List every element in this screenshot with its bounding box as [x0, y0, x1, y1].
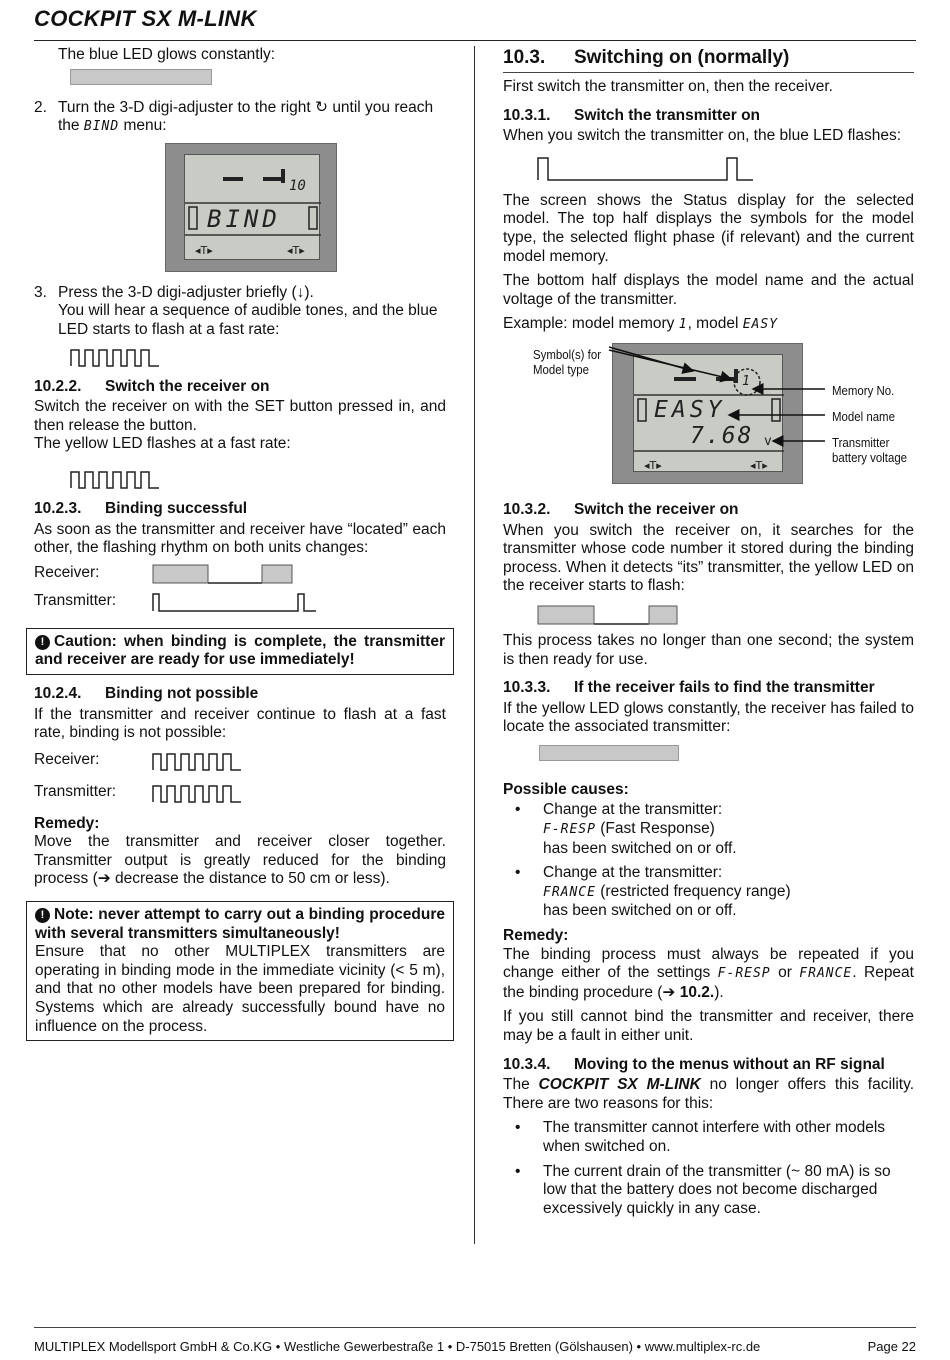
remedy-text: Move the transmitter and receiver closer together. Transmitter output is greatly reduced for the binding process (➔ decrease the distance to 50 cm or less). — [34, 833, 446, 888]
led-constant-bar — [70, 69, 212, 85]
section-title: Moving to the menus without an RF signal — [574, 1055, 885, 1073]
steps-list — [34, 99, 446, 137]
callout-battery-voltage: Transmitter battery voltage — [832, 434, 908, 465]
section-10-3-3-heading — [503, 679, 914, 698]
callout-model-name: Model name — [832, 408, 895, 424]
reason-item: • The transmitter cannot interfere with other models when switched on. — [503, 1119, 914, 1156]
step2-text-a: Turn the 3-D digi-adjuster to the right ↻ until you reach the — [58, 98, 434, 135]
section-10-3-2-heading — [503, 501, 914, 520]
section-10-2-4-heading — [34, 685, 446, 704]
section-title: Switch the receiver on — [574, 500, 739, 518]
cause2-line-b: (restricted frequency range) — [595, 882, 791, 900]
brand-cockpit: COCKPIT — [34, 6, 136, 31]
blue-led-slow-signal — [537, 156, 767, 182]
receiver-signal-row — [34, 560, 446, 588]
callout-memory-no: Memory No. — [832, 382, 895, 398]
example-line — [503, 315, 914, 335]
receiver-label: Receiver: — [34, 751, 100, 769]
step-3 — [34, 284, 446, 340]
receiver-label: Receiver: — [34, 564, 100, 582]
section-10-2-3-heading — [34, 500, 446, 519]
step2-text-b: menu: — [119, 117, 167, 135]
lcd-model-name: EASY — [654, 396, 726, 423]
left-column — [34, 46, 446, 1047]
section-title: Switch the receiver on — [105, 377, 270, 395]
footer-address: MULTIPLEX Modellsport GmbH & Co.KG • Westliche Gewerbestraße 1 • D-75015 Bretten (Gölshausen) • www.multiplex-rc.de — [34, 1339, 761, 1354]
s1032-p: When you switch the receiver on, it searches for the transmitter whose code number it stored during the binding process. When it detects “its” transmitter, the yellow LED on the receiver starts to flash: — [503, 521, 914, 595]
caution-icon: ! — [35, 635, 50, 650]
column-divider — [474, 46, 475, 1244]
note-icon: ! — [35, 908, 50, 923]
section-number: 10.3.4. — [503, 1055, 551, 1073]
svg-text:◂T▸: ◂T▸ — [644, 458, 662, 472]
s1034-text-b: no longer offers this facility. There are two reasons for this: — [503, 1076, 915, 1112]
transmitter-slow-signal — [152, 591, 322, 613]
note-bold-text: Note: never attempt to carry out a binding procedure with several transmitters simultaneously! — [35, 906, 445, 942]
section-10-2-2-heading — [34, 378, 446, 397]
section-title: Switching on (normally) — [574, 47, 790, 68]
s1024-p: If the transmitter and receiver continue to flash at a fast rate, binding is not possible: — [34, 705, 446, 742]
section-10-3-4-heading — [503, 1056, 914, 1075]
lcd-memory-number: 10 — [289, 177, 306, 194]
reason-item: • The current drain of the transmitter (~ 80 mA) is so low that the battery does not become discharged excessively quickly in any case. — [503, 1163, 914, 1219]
reasons-list — [503, 1119, 914, 1218]
step-number: 3. — [34, 283, 47, 301]
remedy-label: Remedy: — [503, 927, 569, 945]
step3-line1: Press the 3-D digi-adjuster briefly (↓). — [58, 283, 314, 301]
section-number: 10.3.3. — [503, 679, 551, 697]
section-number: 10.3.1. — [503, 106, 551, 124]
section-title: Binding not possible — [105, 684, 259, 702]
s1022-p2: The yellow LED flashes at a fast rate: — [34, 435, 291, 453]
s1032-p2: This process takes no longer than one second; the system is then ready for use. — [503, 631, 914, 668]
step3-line2: You will hear a sequence of audible tones, and the blue LED starts to flash at a fast rate: — [58, 302, 438, 338]
s1031-p: When you switch the transmitter on, the blue LED flashes: — [503, 127, 902, 145]
cause1-line-c: has been switched on or off. — [543, 839, 737, 857]
s1034-brand: COCKPIT SX M-LINK — [538, 1076, 701, 1094]
cause-item — [503, 864, 914, 921]
svg-text:◂T▸: ◂T▸ — [750, 458, 768, 472]
cause2-line-c: has been switched on or off. — [543, 902, 737, 920]
remedy-label: Remedy: — [34, 814, 100, 832]
transmitter-fast-signal — [152, 782, 252, 804]
remedy-text-2: If you still cannot bind the transmitter and receiver, there may be a fault in either unit. — [503, 1008, 914, 1044]
remedy-text-c: ). — [714, 983, 724, 1001]
fast-flash-signal-yellow — [70, 468, 170, 490]
steps-list-2 — [34, 284, 446, 340]
section-number: 10.2.2. — [34, 377, 82, 395]
transmitter-label: Transmitter: — [34, 592, 117, 610]
example-text-b: , model — [687, 315, 743, 333]
receiver-fast-signal — [152, 750, 252, 772]
step-2 — [34, 99, 446, 137]
remedy-section-ref: 10.2. — [679, 983, 715, 1001]
example-memory: 1 — [678, 317, 688, 333]
footer-page-number: Page 22 — [867, 1339, 916, 1354]
section-number: 10.3.2. — [503, 500, 551, 518]
cause1-line-a: • Change at the transmitter: — [543, 801, 723, 819]
s1034-p — [503, 1076, 914, 1113]
remedy-or: or — [770, 964, 800, 982]
section-10-3-1-heading — [503, 107, 914, 126]
lcd-word-france: FRANCE — [543, 884, 596, 900]
caution-text: Caution: when binding is complete, the transmitter and receiver are ready for use immediately! — [35, 632, 445, 669]
example-text-a: Example: model memory — [503, 315, 679, 333]
section-title: Switch the transmitter on — [574, 106, 761, 124]
svg-text:◂T▸: ◂T▸ — [195, 243, 213, 257]
lcd-bind-display — [165, 143, 337, 272]
fast-flash-signal-blue — [70, 346, 170, 368]
example-model-name: EASY — [742, 317, 779, 333]
status-display-figure — [503, 341, 914, 491]
caution-box — [26, 628, 454, 675]
s1033-p: If the yellow LED glows constantly, the receiver has failed to locate the associated transmitter: — [503, 699, 914, 736]
remedy-text — [503, 946, 914, 1003]
lcd-voltage: 7.68 — [690, 422, 754, 449]
note-box — [26, 901, 454, 1041]
cause1-line-b: (Fast Response) — [595, 820, 715, 838]
page-header — [34, 6, 916, 41]
svg-text:◂T▸: ◂T▸ — [287, 243, 305, 257]
transmitter-fast-row — [34, 777, 446, 809]
cause2-line-a: • Change at the transmitter: — [543, 864, 723, 882]
note-text: Ensure that no other MULTIPLEX transmitters are operating in binding mode in the immediate vicinity (< 5 m), and that no other models have been prepared for binding. Systems which are already successfully bound have no influence on the process. — [35, 943, 445, 1035]
yellow-led-constant-bar — [539, 745, 679, 761]
section-title: If the receiver fails to find the transmitter — [574, 679, 875, 697]
section-title: Binding successful — [105, 499, 248, 517]
s1023-p: As soon as the transmitter and receiver have “located” each other, the flashing rhythm on both units changes: — [34, 520, 446, 557]
remedy-text-b: . Repeat the binding procedure (➔ — [503, 964, 914, 1001]
s103-p: First switch the transmitter on, then the receiver. — [503, 78, 833, 95]
remedy-text-a: The binding process must always be repeated if you change either of the settings — [503, 945, 914, 982]
lcd-memory-number: 1 — [742, 373, 750, 389]
section-10-3-heading — [503, 46, 914, 73]
section-number: 10.2.4. — [34, 684, 82, 702]
s1022-p1: Switch the receiver on with the SET button pressed in, and then release the button. — [34, 398, 446, 434]
blue-led-intro: The blue LED glows constantly: — [58, 46, 276, 63]
yellow-led-slow-signal — [537, 604, 687, 626]
receiver-fast-row — [34, 745, 446, 777]
brand-title — [34, 6, 257, 31]
transmitter-label: Transmitter: — [34, 783, 117, 801]
page-footer — [34, 1327, 916, 1357]
callout-symbols-model-type: Symbol(s) for Model type — [533, 346, 602, 377]
lcd-voltage-unit: v — [764, 433, 772, 449]
status-p2: The bottom half displays the model name and the actual voltage of the transmitter. — [503, 272, 914, 308]
lcd-word-f-resp: F-RESP — [543, 822, 596, 838]
section-number: 10.2.3. — [34, 499, 82, 517]
lcd-word-f-resp: F-RESP — [717, 966, 771, 982]
status-p1: The screen shows the Status display for the selected model. The top half displays the symbols for the model type, the selected flight phase (if relevant) and the current model memory. — [503, 191, 914, 265]
s1034-text-a: The — [503, 1076, 539, 1094]
receiver-slow-signal — [152, 563, 302, 585]
causes-list — [503, 801, 914, 921]
section-number: 10.3. — [503, 47, 546, 68]
transmitter-signal-row — [34, 588, 446, 616]
lcd-word-bind: BIND — [83, 119, 120, 135]
causes-label: Possible causes: — [503, 780, 629, 798]
step-number: 2. — [34, 98, 47, 116]
right-column — [503, 46, 914, 1224]
cause-item — [503, 801, 914, 858]
brand-model: SX M-LINK — [135, 6, 257, 31]
lcd-screen — [184, 154, 320, 260]
lcd-word-france: FRANCE — [799, 966, 853, 982]
lcd-bind-word: BIND — [207, 204, 281, 233]
